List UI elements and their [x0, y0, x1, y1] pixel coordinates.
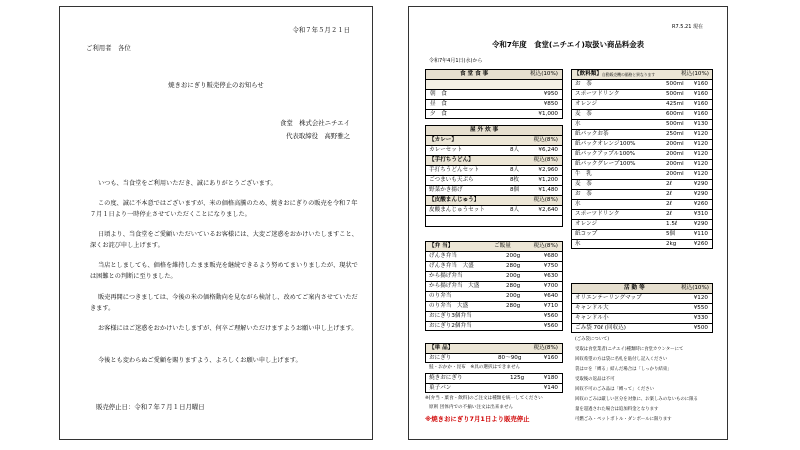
table-row: ごみ袋 70ℓ (回収込) ¥500 — [575, 325, 708, 331]
letter-paragraph: 販売再開につきましては、今後の米の価格動向を見ながら検討し、改めてご案内させていただきます。 — [90, 294, 358, 312]
letter-paragraph: お客様にはご迷惑をおかけいたしますが、何卒ご理解いただけますようお願い申し上げます。 — [98, 325, 358, 332]
table-row: 水 500ml ¥130 — [572, 120, 712, 130]
table-row: 朝 食 ¥950 — [426, 90, 562, 100]
table-row: 紙パックオレンジ100% 200ml ¥120 — [572, 140, 712, 150]
single-item-table-2 — [425, 373, 563, 393]
table-row: のり弁当 大盛 280g ¥710 — [426, 302, 562, 312]
letter-paragraph: この度、誠に不本意ではございますが、米の価格高騰のため、焼きおにぎりの販売を令和７年７月１日より一時停止させていただくことになりました。 — [90, 200, 358, 218]
bento-table — [425, 241, 563, 331]
garbage-note-line: 袋はロを「縛る」結んだ場合は「しっかり結束」 — [575, 367, 672, 372]
section-label: 【飲料類】 自動販売機の価格と異なります 税込(10%) — [572, 70, 712, 80]
sheet-title: 令和7年度 食堂(ニチエイ)取扱い商品料金表 — [491, 40, 645, 49]
section-label: 【カレー】 税込(8%) — [426, 136, 562, 146]
table-row: から揚げ弁当 大盛 280g ¥700 — [426, 282, 562, 292]
table-row: 紙パックお茶 250ml ¥120 — [572, 130, 712, 140]
set-meal-table — [425, 69, 563, 119]
letter-paragraph: 今後とも変わらぬご愛顧を賜りますよう、よろしくお願い申し上げます。 — [98, 357, 302, 364]
sheet-effective-date: 令和7年4月1日(水)から — [429, 58, 483, 64]
table-row: 昼 食 ¥850 — [426, 100, 562, 110]
table-row: オレンジ 425ml ¥160 — [572, 100, 712, 110]
table-row: 紙パックアップル100% 200ml ¥120 — [572, 150, 712, 160]
table-row: 焼きおにぎり 125g ¥180 — [426, 374, 562, 384]
table-row: 氷 2kg ¥260 — [575, 241, 708, 247]
price-sheet — [408, 6, 728, 440]
table-row: から揚げ弁当 200g ¥630 — [426, 272, 562, 282]
table-header: 屋 外 炊 事 — [426, 126, 562, 136]
table-row: キャンドル小 ¥330 — [572, 314, 712, 324]
stop-notice: ※焼きおにぎり7月1日より販売停止 — [425, 415, 530, 423]
letter-paragraph: 当店としましても、価格を維持したまま販売を継続できるよう努めてまいりましたが、現状では困難との判断に至りました。 — [90, 262, 358, 280]
table-row: スポーツドリンク 500ml ¥160 — [572, 90, 712, 100]
table-row — [426, 216, 562, 226]
table-row: ごつまいも天ぷら 8枚 ¥1,200 — [426, 176, 562, 186]
garbage-note-line: 回収不可のごみ品は「縛って」ください — [575, 387, 655, 392]
section-label: 【単 品】 税込(8%) — [426, 344, 562, 354]
table-row — [426, 80, 562, 90]
letter-recipient: ご利用者 各位 — [86, 44, 131, 52]
table-row: 牛 乳 200ml ¥120 — [572, 170, 712, 180]
letter-sender-company: 食堂 株式会社ニチエイ — [279, 119, 350, 127]
table-row: キャンドル大 ¥550 — [572, 304, 712, 314]
table-row: おにぎり 80～90g ¥160 — [429, 355, 558, 361]
table-row: おにぎり3個弁当 ¥560 — [426, 312, 562, 322]
table-row: お 茶 500ml ¥160 — [572, 80, 712, 90]
table-row: 麦 茶 600ml ¥160 — [572, 110, 712, 120]
table-row: お 茶 2ℓ ¥290 — [572, 190, 712, 200]
letter-title: 焼きおにぎり販売停止のお知らせ — [168, 81, 264, 89]
table-row: 紙コップ 5個 ¥110 — [572, 230, 712, 240]
letter-stop-date: 販売停止日：令和７年７月１日月曜日 — [96, 403, 205, 411]
table-row: 菓子パン ¥140 — [429, 385, 558, 391]
letter-sender-name: 代表取締役 高野雅之 — [286, 132, 350, 140]
table-row: スポーツドリンク 2ℓ ¥310 — [572, 210, 712, 220]
garbage-note-line: 回収希望の方は袋に名札を貼付し記入ください — [575, 357, 668, 362]
onigiri-note: 鮭・おかか・昆布 ※具の選択はできません — [429, 365, 521, 370]
letter-paragraph: いつも、当食堂をご利用いただき、誠にありがとうございます。 — [98, 180, 277, 187]
table-row: 手打ちうどんセット 8人 ¥2,960 — [426, 166, 562, 176]
table-row: オリエンテーリングマップ ¥120 — [572, 294, 712, 304]
table-row: 皮酸まんじゅうセット 8人 ¥2,640 — [426, 206, 562, 216]
table-row: げんき弁当 大盛 280g ¥750 — [426, 262, 562, 272]
table-row: 夕 食 ¥1,000 — [430, 111, 558, 117]
table-row: カレーセット 8人 ¥6,240 — [426, 146, 562, 156]
outdoor-cooking-table — [425, 125, 563, 227]
notice-letter — [59, 6, 373, 440]
activity-table — [571, 283, 713, 333]
order-note: ※[弁当・菓食・飲料]のご注文は種類を統一してください — [425, 396, 543, 401]
drinks-table — [571, 69, 713, 249]
table-row: 水 2ℓ ¥260 — [572, 200, 712, 210]
section-label: 【手打ちうどん】 税込(8%) — [426, 156, 562, 166]
table-row: のり弁当 200g ¥640 — [426, 292, 562, 302]
garbage-note-line: 受取は食堂業者(ニチエイ)種類時に食堂カウンターにて — [575, 347, 684, 352]
garbage-note-line: 受取後の返品は不可 — [575, 377, 615, 382]
section-label: 【皮酸まんじゅう】 税込(8%) — [426, 196, 562, 206]
garbage-note-line: 量を超過された場合は追加料金となります — [575, 407, 659, 412]
letter-paragraph: 日頃より、当食堂をご愛顧いただいているお客様には、大変ご迷惑をおかけいたしますこと、深くお詫び申し上げます。 — [90, 231, 358, 249]
garbage-note-line: 可燃ごみ・ペットボトル・ダンボールに限ります — [575, 417, 672, 422]
section-label: 【弁 当】 ご飯量 税込(8%) — [426, 242, 562, 252]
table-header: 活 動 等 税込(10%) — [572, 284, 712, 294]
single-item-table — [425, 343, 563, 363]
garbage-note-line: (ごみ袋について) — [575, 337, 610, 342]
table-row: おにぎり2個弁当 ¥560 — [429, 323, 558, 329]
table-row: 野菜かき揚げ 8個 ¥1,480 — [426, 186, 562, 196]
table-header: 食 堂 食 事 税込(10%) — [426, 70, 562, 80]
table-row: げんき弁当 200g ¥680 — [426, 252, 562, 262]
garbage-note-line: 回収のごみは厳しい区分を対象に、お楽しみのないものに限る — [575, 397, 698, 402]
table-row: オレンジ 1.5ℓ ¥290 — [572, 220, 712, 230]
order-note: 原則 団体内での不揃い注文は出来ません — [429, 405, 514, 410]
table-row: 麦 茶 2ℓ ¥290 — [572, 180, 712, 190]
letter-date: 令和７年５月２１日 — [292, 26, 350, 34]
sheet-updated: R7.5.21 現在 — [672, 24, 703, 30]
table-row: 紙パックグレープ100% 200ml ¥120 — [572, 160, 712, 170]
